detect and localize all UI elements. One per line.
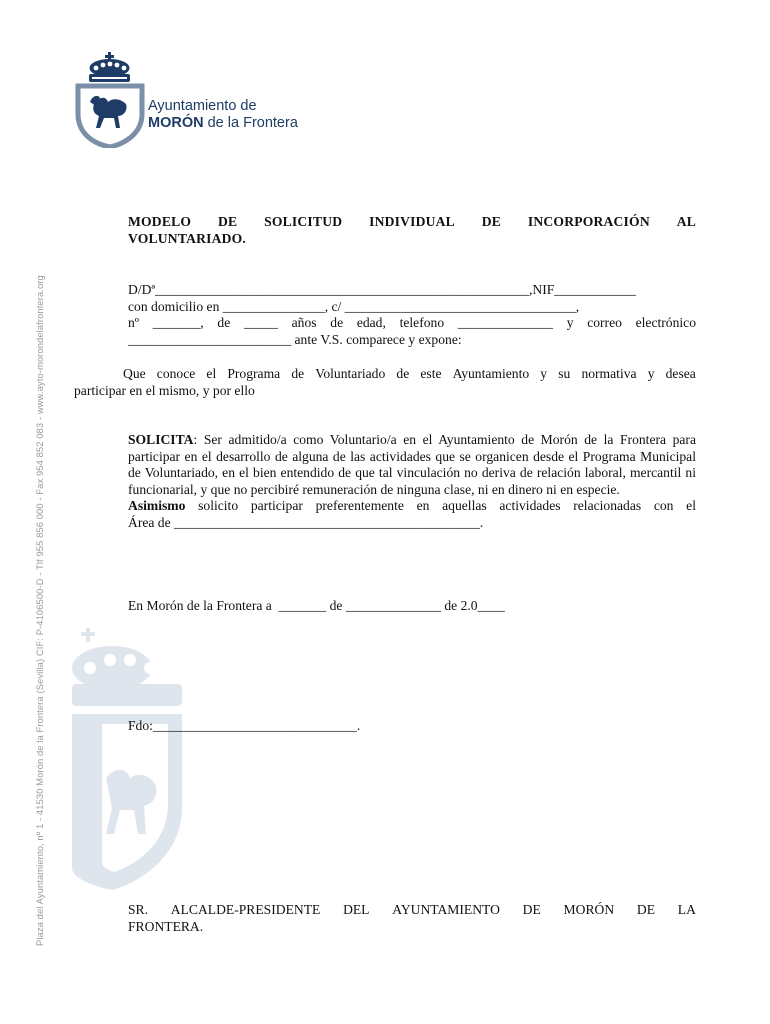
solicita-body: : Ser admitido/a como Voluntario/a en el Ayuntamiento de Morón de la Frontera para participar en el desarrollo de alguna de las actividades que se organicen desde el Programa Municipal de Voluntariado, en el bien entendido de que tal vinculación no deriva de relación laboral, mercantil ni funcionarial, y que no percibiré remuneración de ninguna clase, ni en dinero ni en especie. bbox=[128, 432, 696, 497]
recipient-word: SR. bbox=[128, 902, 149, 917]
asimismo-body: solicito participar preferentemente en aquellas actividades relacionadas con el bbox=[185, 498, 696, 513]
asimismo-text bbox=[128, 498, 696, 515]
expone-line-1 bbox=[74, 366, 696, 383]
logo-line-2-rest: de la Frontera bbox=[203, 115, 298, 131]
title-word: DE bbox=[481, 214, 502, 229]
form-word: correo bbox=[587, 315, 622, 330]
recipient-line-1 bbox=[128, 902, 696, 919]
recipient-word: ALCALDE-PRESIDENTE bbox=[170, 902, 321, 917]
form-word: nº bbox=[128, 315, 140, 330]
signature-line[interactable]: Fdo:______________________________. bbox=[128, 718, 361, 733]
recipient-word: DEL bbox=[343, 902, 370, 917]
expone-line-2: participar en el mismo, y por ello bbox=[74, 382, 255, 398]
form-word: electrónico bbox=[635, 315, 696, 330]
name-nif-line[interactable]: D/Dª_______________________________________________________,NIF____________ bbox=[128, 282, 636, 297]
title-word: SOLICITUD bbox=[264, 214, 343, 229]
expone-word: Que bbox=[123, 366, 146, 381]
title-word: AL bbox=[676, 214, 696, 229]
solicita-label: SOLICITA bbox=[128, 432, 194, 447]
form-word: ______________ bbox=[457, 315, 553, 330]
title-word: INCORPORACIÓN bbox=[527, 214, 650, 229]
expone-word: Ayuntamiento bbox=[452, 366, 530, 381]
address-line[interactable]: con domicilio en _______________, c/ __________________________________, bbox=[128, 298, 580, 314]
asimismo-label: Asimismo bbox=[128, 498, 186, 513]
recipient bbox=[128, 902, 696, 935]
expone-word: el bbox=[206, 366, 217, 381]
coat-of-arms-watermark bbox=[72, 628, 192, 896]
title-line-2: VOLUNTARIADO. bbox=[128, 230, 247, 246]
form-word: _______, bbox=[152, 315, 204, 330]
form-word: y bbox=[566, 315, 574, 330]
expone-word: de bbox=[396, 366, 410, 381]
solicita-text bbox=[128, 432, 696, 498]
town-hall-coat-of-arms-logo bbox=[72, 52, 152, 148]
title-line-1 bbox=[128, 214, 696, 231]
recipient-word: LA bbox=[677, 902, 696, 917]
expone-word: de bbox=[291, 366, 305, 381]
area-line[interactable]: Área de _____________________________________________. bbox=[128, 514, 484, 530]
form-word: de bbox=[330, 315, 344, 330]
form-word: telefono bbox=[399, 315, 445, 330]
expone-word: Programa bbox=[227, 366, 281, 381]
form-word: de bbox=[217, 315, 231, 330]
expone-word: y bbox=[540, 366, 548, 381]
expone-word: su bbox=[558, 366, 571, 381]
solicita-paragraph bbox=[128, 432, 696, 531]
expone-word: y bbox=[647, 366, 655, 381]
expone-word: este bbox=[420, 366, 442, 381]
logo-line-1: Ayuntamiento de bbox=[148, 98, 257, 114]
age-phone-email-line[interactable] bbox=[128, 315, 696, 332]
expone-word: Voluntariado bbox=[315, 366, 386, 381]
recipient-word: DE bbox=[522, 902, 541, 917]
title-word: MODELO bbox=[128, 214, 192, 229]
form-word: años bbox=[291, 315, 317, 330]
form-word: _____ bbox=[243, 315, 278, 330]
expone-word: conoce bbox=[156, 366, 196, 381]
expone-word: desea bbox=[665, 366, 696, 381]
title-word: INDIVIDUAL bbox=[369, 214, 455, 229]
logo-line-2 bbox=[148, 115, 298, 132]
recipient-line-2: FRONTERA. bbox=[128, 918, 204, 934]
email-comparece-line[interactable]: ________________________ ante V.S. comparece y expone: bbox=[128, 331, 462, 347]
form-word: edad, bbox=[356, 315, 386, 330]
recipient-word: AYUNTAMIENTO bbox=[392, 902, 500, 917]
expone-word: normativa bbox=[581, 366, 637, 381]
town-hall-logo-text bbox=[148, 98, 298, 132]
applicant-details bbox=[128, 282, 696, 348]
document-title bbox=[128, 214, 696, 247]
date-line[interactable]: En Morón de la Frontera a _______ de ______________ de 2.0____ bbox=[128, 598, 505, 613]
expone-paragraph bbox=[74, 366, 696, 399]
recipient-word: DE bbox=[636, 902, 656, 917]
side-address-text: Plaza del Ayuntamiento, nº 1 - 41530 Morón de la Frontera (Sevilla) CIF: P-4106500-D - Tlf 955 856 000 - Fax 954 852 083 - www.ayto-morondelafrontera.org bbox=[34, 275, 45, 946]
recipient-word: MORÓN bbox=[563, 902, 615, 917]
logo-line-2-bold: MORÓN bbox=[148, 115, 204, 131]
title-word: DE bbox=[217, 214, 238, 229]
